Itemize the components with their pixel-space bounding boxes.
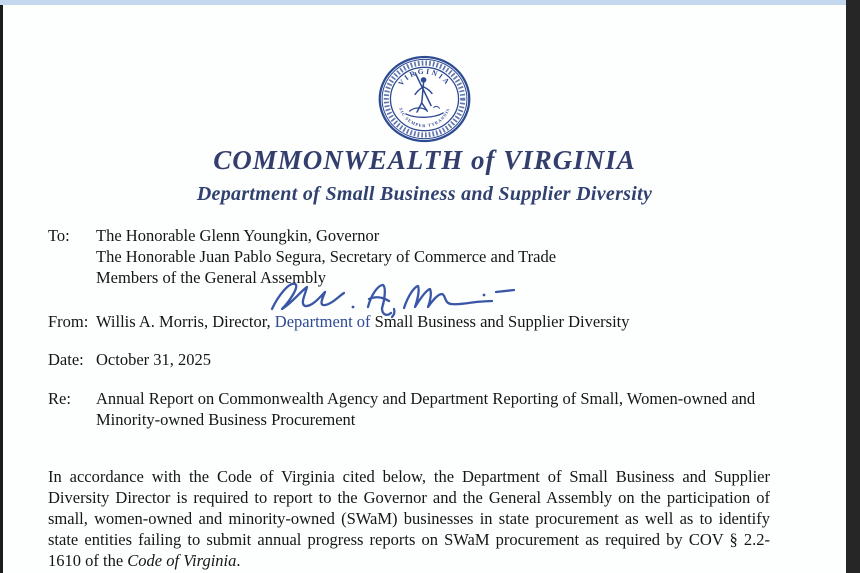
memo-fields xyxy=(48,225,770,430)
seal-top-text: VIRGINIA xyxy=(396,66,453,88)
from-value xyxy=(96,311,770,332)
body-text: In accordance with the Code of Virginia cited below, the Department of Small Business and Supplier Diversity Director is required to report to the Governor and the General Assembly on the participation of small, women-owned and minority-owned (SWaM) businesses in state procurement as well as to identify state entities failing to submit annual progress reports on SWaM procurement as required by COV § 2.2-1610 of the xyxy=(48,467,770,570)
memo-row-re xyxy=(48,388,770,430)
to-label: To: xyxy=(48,226,70,245)
seal-motto-text: SIC SEMPER TYRANNIS xyxy=(398,107,451,129)
memo-document xyxy=(3,5,846,571)
memo-row-to xyxy=(48,225,770,288)
memo-row-from xyxy=(48,311,770,332)
memo-row-date xyxy=(48,349,770,370)
re-value: Annual Report on Commonwealth Agency and Department Reporting of Small, Women-owned and Minority-owned Business Procurement xyxy=(96,389,756,429)
body-italic-citation: Code of Virginia xyxy=(127,551,237,570)
from-name-part: Willis A. Morris, Director, xyxy=(96,312,275,331)
from-overlap-part: Department of xyxy=(274,312,375,331)
date-label: Date: xyxy=(48,350,84,369)
date-value: October 31, 2025 xyxy=(96,350,212,369)
letterhead-title: COMMONWEALTH of VIRGINIA xyxy=(213,145,636,175)
to-recipients xyxy=(96,225,770,288)
body-paragraph xyxy=(48,466,770,571)
to-recipient-line: The Honorable Juan Pablo Segura, Secretary of Commerce and Trade xyxy=(96,247,557,266)
virginia-state-seal-icon xyxy=(376,54,473,144)
from-rest-part: Small Business and Supplier Diversity xyxy=(374,312,630,331)
right-edge-bar xyxy=(846,0,860,573)
to-recipient-line: Members of the General Assembly xyxy=(96,268,327,287)
body-text-end: . xyxy=(236,551,241,570)
letterhead-subtitle: Department of Small Business and Supplier Diversity xyxy=(196,183,653,205)
to-recipient-line: The Honorable Glenn Youngkin, Governor xyxy=(96,226,380,245)
re-label: Re: xyxy=(48,389,71,408)
letterhead xyxy=(3,5,846,206)
from-label: From: xyxy=(48,312,89,331)
